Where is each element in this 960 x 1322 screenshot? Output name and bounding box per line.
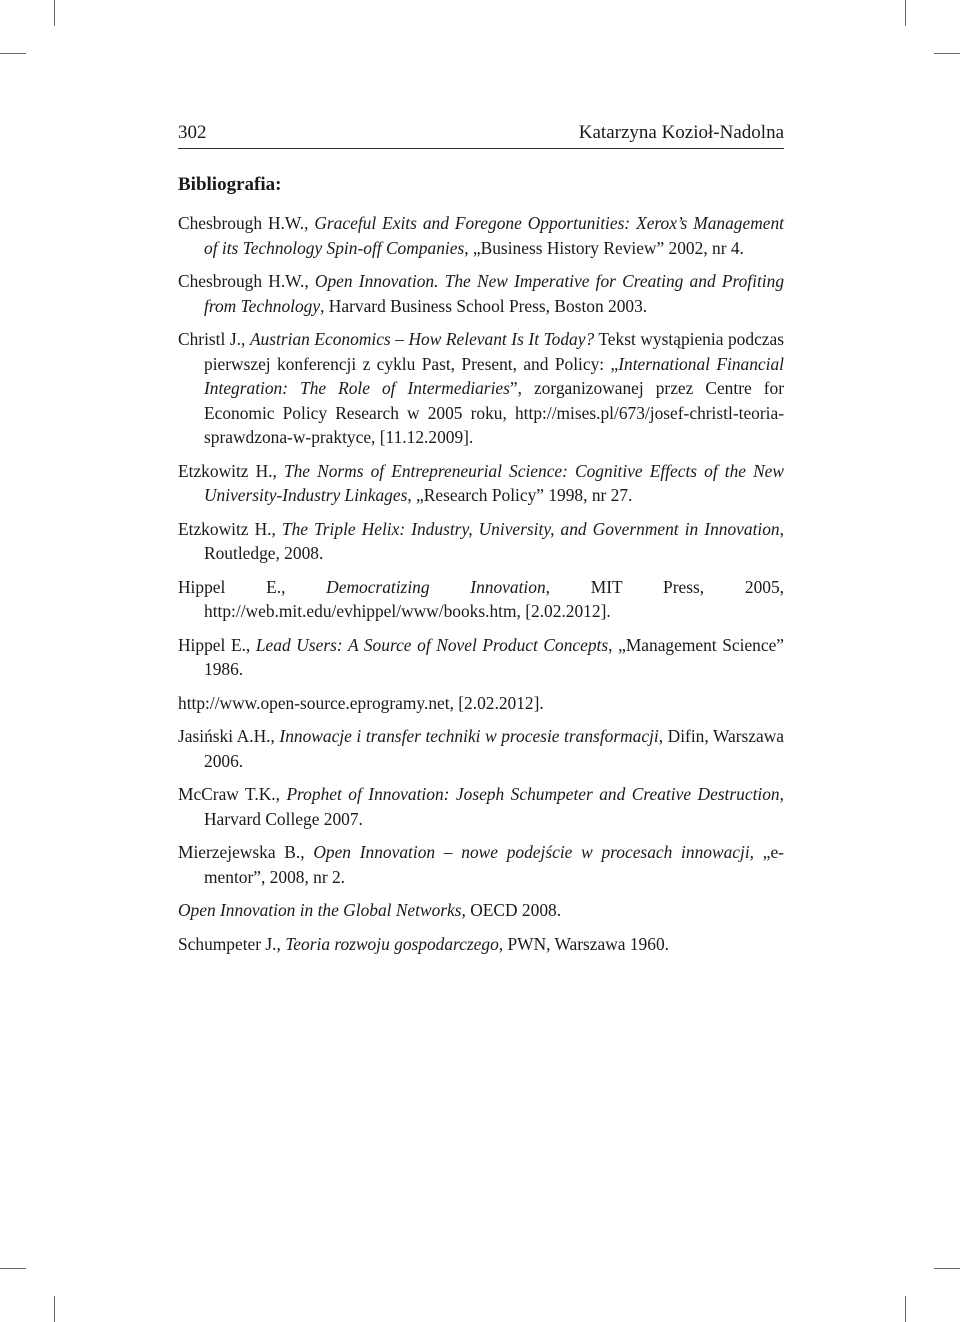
entry-author: Mierzejewska B.: [178, 842, 301, 862]
entry-details: , Difin, Warszawa 2006.: [204, 726, 784, 771]
crop-mark: [54, 1296, 55, 1322]
entry-title: Democratizing Innovation: [326, 576, 546, 597]
crop-mark: [905, 1296, 906, 1322]
entry-title: The Triple Helix: Industry, University, and Government in Innovation: [281, 518, 780, 539]
entry-author: McCraw T.K.: [178, 784, 276, 804]
entry-title: Open Innovation – nowe podejście w procesach innowacji: [313, 842, 750, 862]
entry-details: , „e-mentor”, 2008, nr 2.: [204, 842, 784, 887]
bibliography-entry: Christl J., Austrian Economics – How Relevant Is It Today? Tekst wystąpienia podczas pierwszej konferencji z cyklu Past, Present, and Policy: „International Financial Integration: The Role of Intermediaries”, zorganizowanej przez Centre for Economic Policy Research w 2005 roku, http://mises.pl/673/josef-christl-teoria-sprawdzona-w-praktyce, [11.12.2009].: [178, 329, 784, 447]
entry-author: Etzkowitz H.: [178, 460, 273, 481]
section-heading: Bibliografia:: [178, 174, 282, 195]
entry-title: International Financial Integration: The Role of Intermediaries: [204, 353, 784, 398]
entry-author: Hippel E.: [178, 634, 246, 655]
entry-details: , „Research Policy” 1998, nr 27.: [407, 485, 633, 505]
entry-url: http://www.open-source.eprogramy.net, [2.02.2012].: [178, 692, 544, 713]
bibliography-entry: Mierzejewska B., Open Innovation – nowe podejście w procesach innowacji, „e-mentor”, 2008, nr 2.: [178, 842, 784, 887]
bibliography-list: [178, 211, 784, 965]
crop-mark: [54, 0, 55, 26]
bibliography-entry: Schumpeter J., Teoria rozwoju gospodarczego, PWN, Warszawa 1960.: [178, 933, 669, 954]
entry-details: Tekst wystąpienia podczas pierwszej konferencji z cyklu Past, Present, and Policy: „: [204, 329, 784, 374]
entry-details: , MIT Press, 2005, http://web.mit.edu/evhippel/www/books.htm, [2.02.2012].: [204, 576, 784, 621]
entry-title: The Norms of Entrepreneurial Science: Cognitive Effects of the New University-Industry Linkages: [204, 460, 784, 505]
entry-author: Etzkowitz H.: [178, 518, 272, 539]
bibliography-entry: Etzkowitz H., The Triple Helix: Industry, University, and Government in Innovation, Routledge, 2008.: [178, 518, 784, 563]
bibliography-entry: Chesbrough H.W., Graceful Exits and Foregone Opportunities: Xerox’s Management of its Technology Spin-off Companies, „Business History Review” 2002, nr 4.: [178, 213, 785, 258]
bibliography-entry: Etzkowitz H., The Norms of Entrepreneurial Science: Cognitive Effects of the New University-Industry Linkages, „Research Policy” 1998, nr 27.: [178, 460, 784, 505]
entry-details: , Routledge, 2008.: [204, 518, 784, 563]
entry-title: Austrian Economics – How Relevant Is It Today?: [249, 329, 595, 349]
running-header-author: Katarzyna Kozioł-Nadolna: [578, 122, 784, 143]
entry-details: , „Management Science” 1986.: [204, 634, 785, 679]
entry-details: , Harvard Business School Press, Boston 2003.: [320, 295, 648, 316]
crop-mark: [0, 1268, 26, 1269]
entry-title: Open Innovation in the Global Networks: [178, 900, 462, 920]
entry-author: Chesbrough H.W.: [178, 271, 305, 291]
entry-author: Hippel E.: [178, 576, 282, 597]
bibliography-entry: Hippel E., Lead Users: A Source of Novel Product Concepts, „Management Science” 1986.: [178, 634, 785, 679]
entry-author: Jasiński A.H.: [178, 726, 271, 746]
bibliography-entry: Chesbrough H.W., Open Innovation. The New Imperative for Creating and Profiting from Technology, Harvard Business School Press, Boston 2003.: [178, 271, 785, 316]
bibliography-entry: [178, 691, 784, 716]
crop-mark: [905, 0, 906, 26]
bibliography-entry: Jasiński A.H., Innowacje i transfer techniki w procesie transformacji, Difin, Warszawa 2006.: [178, 726, 784, 771]
bibliography-entry: [178, 898, 784, 923]
entry-title: Lead Users: A Source of Novel Product Concepts: [255, 634, 609, 655]
entry-details: , OECD 2008.: [461, 900, 562, 920]
page-number: 302: [178, 122, 207, 143]
entry-author: Christl J.: [178, 329, 242, 349]
crop-mark: [934, 1268, 960, 1269]
entry-details: , „Business History Review” 2002, nr 4.: [464, 237, 744, 258]
bibliography-entry: McCraw T.K., Prophet of Innovation: Joseph Schumpeter and Creative Destruction, Harvard College 2007.: [178, 784, 784, 829]
entry-author: Schumpeter J.: [178, 933, 277, 954]
entry-details: , PWN, Warszawa 1960.: [498, 933, 669, 954]
crop-mark: [0, 53, 26, 54]
entry-details: , Harvard College 2007.: [204, 784, 784, 829]
entry-details: ”, zorganizowanej przez Centre for Economic Policy Research w 2005 roku, http://mises.pl/673/josef-christl-teoria-sprawdzona-w-praktyce, [11.12.2009].: [204, 378, 784, 447]
entry-author: Chesbrough H.W.: [178, 213, 305, 233]
bibliography-entry: Hippel E., Democratizing Innovation, MIT Press, 2005, http://web.mit.edu/evhippel/www/books.htm, [2.02.2012].: [178, 576, 784, 621]
entry-title: Graceful Exits and Foregone Opportunities: Xerox’s Management of its Technology Spin-off Companies: [204, 213, 785, 258]
entry-title: Open Innovation. The New Imperative for Creating and Profiting from Technology: [204, 271, 785, 316]
entry-title: Teoria rozwoju gospodarczego: [285, 933, 499, 954]
running-header: [178, 122, 784, 149]
entry-title: Innowacje i transfer techniki w procesie transformacji: [279, 726, 659, 746]
crop-mark: [934, 53, 960, 54]
entry-title: Prophet of Innovation: Joseph Schumpeter and Creative Destruction: [286, 784, 780, 804]
